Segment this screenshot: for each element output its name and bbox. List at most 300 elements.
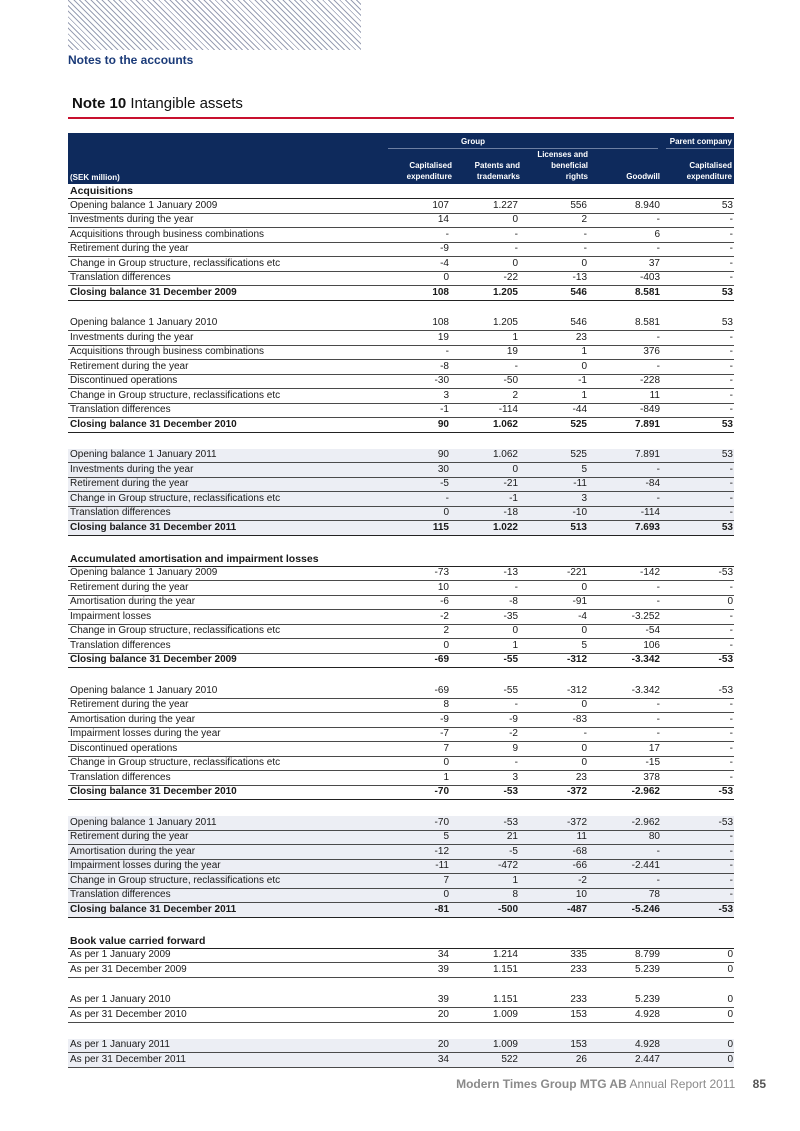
row-label: Opening balance 1 January 2010	[70, 684, 218, 696]
table-body	[68, 184, 734, 1068]
row-value: -66	[572, 860, 587, 871]
table-row	[68, 963, 734, 978]
row-value: -	[729, 463, 733, 475]
row-value: -	[583, 243, 587, 254]
row-value: -1	[509, 492, 518, 504]
col-header-licenses: Licenses and beneficial rights	[537, 150, 588, 181]
row-value: -	[729, 860, 733, 871]
row-value: 53	[721, 418, 733, 430]
row-value: 0	[443, 757, 449, 768]
row-value: -	[445, 492, 449, 504]
col-header-capitalised: Capitalised expenditure	[406, 161, 452, 181]
row-value: -3.252	[631, 610, 660, 622]
row-spacer	[68, 301, 734, 317]
row-value: -84	[645, 478, 660, 489]
row-value: -221	[566, 567, 587, 578]
row-value: 0	[581, 581, 587, 593]
intangible-assets-table	[68, 133, 734, 1068]
row-value: 1.009	[492, 1039, 518, 1050]
row-value: -	[729, 831, 733, 842]
row-label: Change in Group structure, reclassifications etc	[70, 389, 281, 401]
row-value: -500	[497, 903, 518, 915]
row-value: 5.239	[634, 994, 660, 1005]
row-value: -	[514, 243, 518, 254]
row-value: -	[656, 845, 660, 857]
row-label: Impairment losses during the year	[70, 860, 221, 871]
row-label: Acquisitions	[70, 185, 134, 197]
row-value: -22	[503, 272, 518, 283]
row-value: 10	[575, 889, 587, 900]
row-value: 546	[570, 317, 587, 328]
row-value: -	[729, 845, 733, 857]
row-value: -	[656, 581, 660, 593]
row-value: -372	[566, 816, 587, 828]
row-value: -	[656, 713, 660, 725]
row-value: -2.962	[631, 816, 660, 828]
title-rule	[68, 117, 734, 119]
row-label: Retirement during the year	[70, 831, 189, 842]
row-value: -	[729, 507, 733, 518]
section-header-row	[68, 552, 734, 567]
row-value: 522	[501, 1053, 518, 1065]
row-label: As per 1 January 2010	[70, 994, 171, 1005]
table-row	[68, 375, 734, 390]
row-value: 7	[443, 742, 449, 754]
row-value: -142	[639, 567, 660, 578]
row-value: 1	[443, 771, 449, 783]
row-label: Closing balance 31 December 2010	[70, 786, 237, 797]
row-value: 0	[727, 949, 733, 960]
row-spacer	[68, 800, 734, 816]
row-value: 115	[432, 521, 449, 533]
table-row	[68, 478, 734, 493]
row-label: Translation differences	[70, 771, 171, 783]
row-value: 8.581	[634, 317, 660, 328]
row-value: 53	[721, 199, 733, 211]
row-value: -91	[572, 596, 587, 607]
row-value: 0	[581, 757, 587, 768]
row-value: 1	[512, 874, 518, 886]
row-value: -53	[718, 786, 733, 797]
table-row	[68, 596, 734, 611]
row-value: -53	[503, 816, 518, 828]
row-label: As per 1 January 2009	[70, 949, 171, 960]
row-value: 0	[581, 699, 587, 710]
row-value: -	[729, 639, 733, 651]
unit-label: (SEK million)	[70, 173, 120, 182]
row-value: 335	[570, 949, 587, 960]
row-value: 1.062	[492, 449, 518, 460]
row-value: -5	[509, 845, 518, 857]
row-value: -9	[440, 243, 449, 254]
row-value: 53	[721, 286, 733, 298]
table-row	[68, 228, 734, 243]
row-label: Impairment losses	[70, 610, 152, 622]
row-label: Accumulated amortisation and impairment losses	[70, 552, 319, 565]
row-value: -1	[578, 375, 587, 386]
row-value: -	[656, 874, 660, 886]
row-value: -53	[718, 567, 733, 578]
row-value: -13	[503, 567, 518, 578]
row-value: -3.342	[631, 684, 660, 696]
row-value: 78	[648, 889, 660, 900]
row-value: 53	[721, 317, 733, 328]
total-row	[68, 903, 734, 918]
row-value: 233	[570, 963, 587, 975]
row-label: Translation differences	[70, 639, 171, 651]
table-row	[68, 1039, 734, 1054]
total-row	[68, 521, 734, 536]
col-header-goodwill: Goodwill	[626, 172, 660, 181]
row-value: -7	[440, 728, 449, 739]
row-value: -849	[639, 404, 660, 415]
row-value: 3	[443, 389, 449, 401]
row-value: -69	[434, 684, 449, 696]
row-value: -53	[718, 684, 733, 696]
row-label: Change in Group structure, reclassifications etc	[70, 257, 281, 269]
row-value: 5	[581, 463, 587, 475]
row-value: 0	[512, 463, 518, 475]
table-row	[68, 346, 734, 361]
row-value: -	[656, 699, 660, 710]
row-value: -	[656, 492, 660, 504]
row-label: As per 1 January 2011	[70, 1039, 170, 1050]
row-label: Retirement during the year	[70, 699, 189, 710]
row-value: -	[729, 625, 733, 636]
row-value: -	[729, 404, 733, 415]
col-header-parent-capitalised: Capitalised expenditure	[686, 161, 732, 181]
row-value: 0	[443, 639, 449, 651]
row-value: 0	[727, 1008, 733, 1020]
table-row	[68, 757, 734, 772]
row-label: Closing balance 31 December 2011	[70, 521, 237, 533]
row-value: -44	[572, 404, 587, 415]
row-label: Acquisitions through business combinations	[70, 346, 264, 357]
row-value: -15	[645, 757, 660, 768]
row-value: 153	[570, 1039, 587, 1050]
row-label: Closing balance 31 December 2009	[70, 654, 237, 665]
row-value: -	[656, 596, 660, 607]
row-value: -81	[434, 903, 449, 915]
row-label: Retirement during the year	[70, 360, 189, 372]
row-value: -	[729, 331, 733, 343]
table-row	[68, 889, 734, 904]
table-row	[68, 610, 734, 625]
row-value: -73	[434, 567, 449, 578]
row-value: -	[656, 243, 660, 254]
table-row	[68, 317, 734, 332]
parent-company-label: Parent company	[669, 137, 732, 146]
row-value: 2	[581, 214, 587, 225]
row-label: Opening balance 1 January 2010	[70, 317, 218, 328]
row-value: -228	[639, 375, 660, 386]
row-value: 1	[581, 346, 587, 357]
row-label: Change in Group structure, reclassifications etc	[70, 757, 281, 768]
row-value: -5.246	[631, 903, 660, 915]
row-value: -53	[718, 816, 733, 828]
row-value: 107	[432, 199, 449, 211]
row-value: -53	[503, 786, 518, 797]
row-label: Discontinued operations	[70, 742, 178, 754]
row-value: -	[514, 360, 518, 372]
row-value: 8	[512, 889, 518, 900]
row-label: Retirement during the year	[70, 581, 189, 593]
table-header	[68, 133, 734, 184]
table-row	[68, 257, 734, 272]
row-value: 2	[512, 389, 518, 401]
row-label: Change in Group structure, reclassifications etc	[70, 492, 281, 504]
decorative-hatch-pattern	[68, 0, 361, 50]
row-value: 1.205	[492, 286, 518, 298]
row-value: 8.940	[634, 199, 660, 211]
row-value: 108	[432, 317, 449, 328]
table-row	[68, 272, 734, 287]
row-value: 3	[581, 492, 587, 504]
row-label: Acquisitions through business combinations	[70, 228, 264, 240]
row-value: 556	[570, 199, 587, 211]
row-value: 11	[576, 831, 587, 842]
row-value: 39	[437, 994, 449, 1005]
row-value: 20	[437, 1008, 449, 1020]
group-label: Group	[461, 137, 485, 146]
row-value: -	[656, 728, 660, 739]
row-value: -3.342	[631, 654, 660, 665]
row-value: -55	[503, 684, 518, 696]
row-value: -472	[497, 860, 518, 871]
row-label: Translation differences	[70, 889, 171, 900]
row-value: 1.227	[492, 199, 518, 211]
row-value: 90	[437, 418, 449, 430]
total-row	[68, 786, 734, 801]
row-value: 1.062	[492, 418, 518, 430]
row-value: 34	[437, 1053, 449, 1065]
row-label: Change in Group structure, reclassifications etc	[70, 625, 281, 636]
row-spacer	[68, 978, 734, 994]
row-value: 0	[443, 889, 449, 900]
row-value: -	[729, 243, 733, 254]
row-value: -35	[503, 610, 518, 622]
row-value: -2	[440, 610, 449, 622]
row-value: 0	[727, 1053, 733, 1065]
row-value: 26	[575, 1053, 587, 1065]
row-value: -487	[566, 903, 587, 915]
note-title	[72, 95, 243, 112]
row-value: -	[445, 346, 449, 357]
row-value: -53	[718, 654, 733, 665]
row-label: Discontinued operations	[70, 375, 178, 386]
row-label: As per 31 December 2011	[70, 1053, 186, 1065]
row-value: -4	[440, 257, 449, 269]
row-value: 21	[506, 831, 518, 842]
row-value: 1.022	[492, 521, 518, 533]
table-row	[68, 860, 734, 875]
row-value: 0	[512, 625, 518, 636]
row-value: 0	[581, 625, 587, 636]
row-value: -	[729, 214, 733, 225]
row-value: 376	[643, 346, 660, 357]
table-row	[68, 713, 734, 728]
row-value: -4	[578, 610, 587, 622]
row-label: Impairment losses during the year	[70, 728, 221, 739]
row-value: 53	[721, 449, 733, 460]
row-value: 3	[512, 771, 518, 783]
table-row	[68, 581, 734, 596]
row-value: 80	[648, 831, 660, 842]
table-row	[68, 360, 734, 375]
row-value: -	[729, 492, 733, 504]
row-value: -2	[578, 874, 587, 886]
row-label: Translation differences	[70, 404, 171, 415]
table-row	[68, 845, 734, 860]
row-value: -	[729, 272, 733, 283]
table-row	[68, 1008, 734, 1023]
row-value: -13	[572, 272, 587, 283]
row-value: -30	[434, 375, 449, 386]
row-value: 0	[581, 360, 587, 372]
row-value: 513	[570, 521, 587, 533]
note-number: Note 10	[72, 95, 127, 112]
row-label: Closing balance 31 December 2011	[70, 903, 237, 915]
row-label: As per 31 December 2009	[70, 963, 187, 975]
row-value: 525	[570, 418, 587, 430]
row-value: -	[729, 581, 733, 593]
total-row	[68, 654, 734, 669]
row-value: 1.205	[492, 317, 518, 328]
row-value: -312	[566, 684, 587, 696]
table-row	[68, 492, 734, 507]
row-value: -	[656, 331, 660, 343]
page-footer	[456, 1077, 766, 1091]
table-row	[68, 331, 734, 346]
table-row	[68, 742, 734, 757]
row-label: Translation differences	[70, 272, 171, 283]
row-label: Amortisation during the year	[70, 845, 196, 857]
row-value: -	[729, 375, 733, 386]
row-value: -83	[572, 713, 587, 725]
row-value: -114	[498, 404, 518, 415]
row-value: 34	[437, 949, 449, 960]
row-value: -	[514, 757, 518, 768]
row-value: 378	[643, 771, 660, 783]
row-value: -8	[440, 360, 449, 372]
row-label: Closing balance 31 December 2010	[70, 418, 237, 430]
table-row	[68, 728, 734, 743]
row-value: -9	[509, 713, 518, 725]
parent-underline	[666, 148, 734, 149]
group-underline	[388, 148, 658, 149]
row-value: -	[656, 214, 660, 225]
row-value: 7.891	[634, 449, 660, 460]
row-label: As per 31 December 2010	[70, 1008, 187, 1020]
row-value: 153	[570, 1008, 587, 1020]
row-value: -2.962	[631, 786, 660, 797]
total-row	[68, 418, 734, 433]
row-spacer	[68, 1023, 734, 1039]
row-value: -21	[503, 478, 518, 489]
row-value: -11	[573, 478, 587, 489]
row-value: -69	[434, 654, 449, 665]
row-value: 0	[512, 214, 518, 225]
row-value: -	[729, 713, 733, 725]
table-row	[68, 625, 734, 640]
table-row	[68, 463, 734, 478]
table-row	[68, 243, 734, 258]
row-value: -	[656, 463, 660, 475]
row-value: -	[729, 728, 733, 739]
table-row	[68, 199, 734, 214]
row-label: Retirement during the year	[70, 478, 189, 489]
footer-report: Annual Report 2011	[629, 1077, 736, 1091]
row-value: -403	[639, 272, 660, 283]
row-value: 11	[649, 389, 660, 401]
row-value: 7	[443, 874, 449, 886]
row-label: Investments during the year	[70, 463, 194, 475]
row-value: 6	[654, 228, 660, 240]
row-value: 1	[581, 389, 587, 401]
row-value: -	[514, 228, 518, 240]
row-value: -	[729, 771, 733, 783]
row-label: Retirement during the year	[70, 243, 189, 254]
row-value: 0	[727, 1039, 733, 1050]
row-label: Opening balance 1 January 2011	[70, 449, 217, 460]
row-value: 546	[570, 286, 587, 298]
row-value: 0	[581, 742, 587, 754]
row-label: Closing balance 31 December 2009	[70, 286, 237, 298]
table-row	[68, 404, 734, 419]
row-value: -	[729, 389, 733, 401]
row-value: 0	[727, 963, 733, 975]
row-value: -2.441	[631, 860, 660, 871]
row-value: 8.581	[634, 286, 660, 298]
row-value: -54	[645, 625, 660, 636]
table-row	[68, 567, 734, 582]
row-spacer	[68, 536, 734, 552]
row-label: Investments during the year	[70, 214, 194, 225]
row-value: 0	[443, 272, 449, 283]
row-value: 8.799	[634, 949, 660, 960]
row-value: -	[729, 346, 733, 357]
row-value: 30	[437, 463, 449, 475]
row-value: -18	[503, 507, 518, 518]
row-value: -	[729, 874, 733, 886]
row-value: -	[729, 699, 733, 710]
row-value: 1.214	[492, 949, 518, 960]
table-row	[68, 639, 734, 654]
row-value: -114	[640, 507, 660, 518]
row-label: Change in Group structure, reclassifications etc	[70, 874, 281, 886]
row-label: Investments during the year	[70, 331, 194, 343]
row-value: -	[729, 478, 733, 489]
row-value: -	[729, 742, 733, 754]
row-value: 5.239	[634, 963, 660, 975]
footer-company: Modern Times Group MTG AB	[456, 1077, 627, 1091]
table-row	[68, 1053, 734, 1068]
table-row	[68, 389, 734, 404]
row-value: -8	[509, 596, 518, 607]
row-value: 9	[512, 742, 518, 754]
row-value: 5	[581, 639, 587, 651]
table-row	[68, 214, 734, 229]
row-label: Opening balance 1 January 2009	[70, 567, 218, 578]
row-value: -	[729, 889, 733, 900]
section-title: Notes to the accounts	[68, 53, 194, 67]
row-value: -	[729, 228, 733, 240]
row-label: Amortisation during the year	[70, 713, 196, 725]
row-value: 0	[443, 507, 449, 518]
row-value: -	[514, 581, 518, 593]
table-row	[68, 449, 734, 464]
row-spacer	[68, 433, 734, 449]
